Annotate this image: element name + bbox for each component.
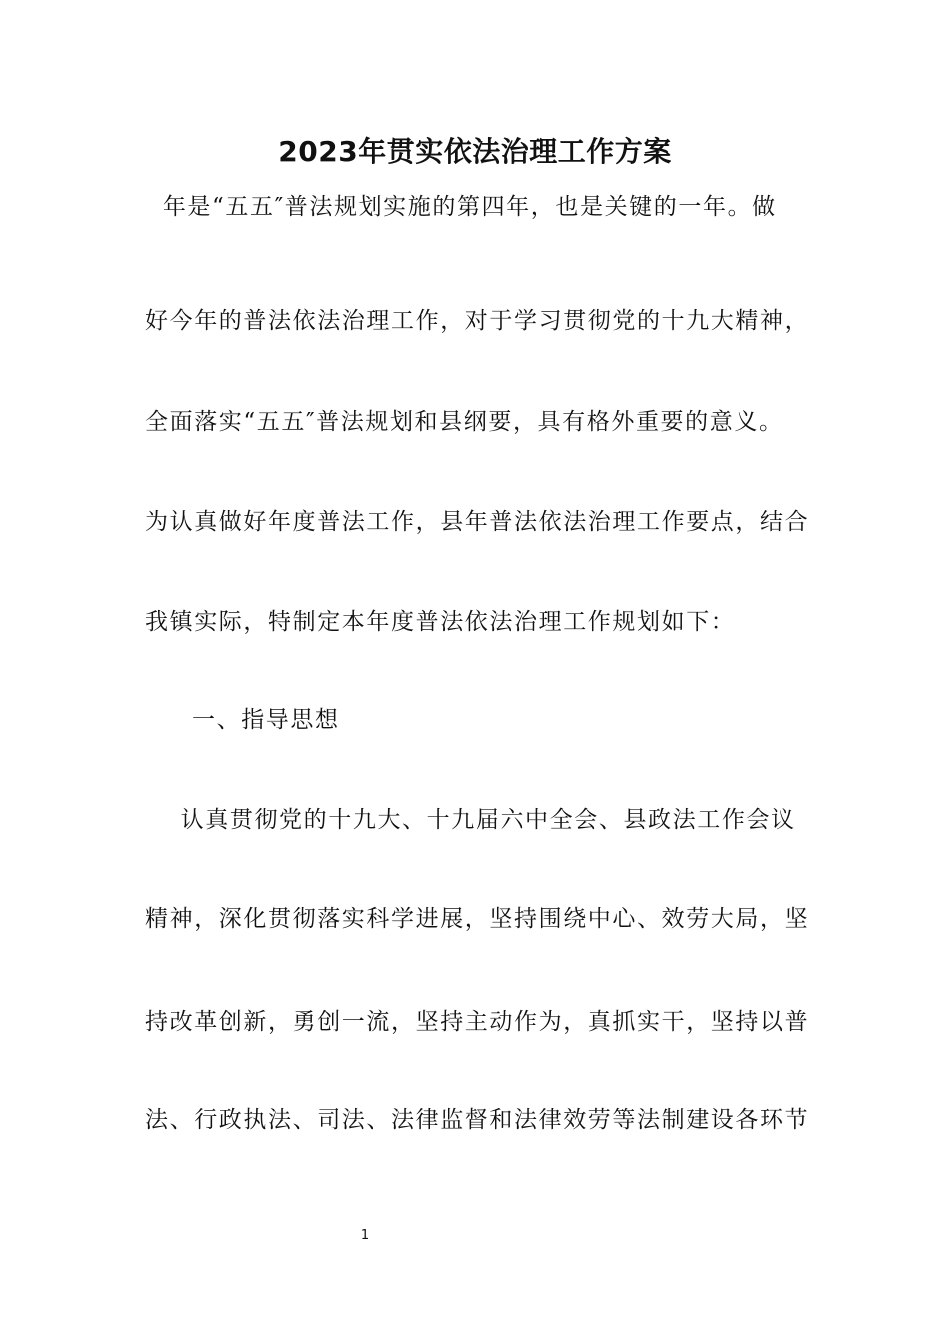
page-number: 1: [360, 1228, 370, 1243]
paragraph-line: 年是“五五″普法规划实施的第四年，也是关键的一年。做: [145, 194, 777, 220]
section-heading: 一、指导思想: [192, 707, 340, 733]
paragraph-line: 为认真做好年度普法工作，县年普法依法治理工作要点，结合: [145, 509, 810, 535]
document-title: 2023年贯实依法治理工作方案: [278, 135, 672, 168]
paragraph-line: 法、行政执法、司法、法律监督和法律效劳等法制建设各环节: [145, 1107, 810, 1133]
paragraph-line: 好今年的普法依法治理工作，对于学习贯彻党的十九大精神，: [145, 308, 810, 334]
paragraph-line: 持改革创新，勇创一流，坚持主动作为，真抓实干，坚持以普: [145, 1009, 810, 1035]
paragraph-line: 我镇实际，特制定本年度普法依法治理工作规划如下：: [145, 609, 736, 635]
paragraph-line: 认真贯彻党的十九大、十九届六中全会、县政法工作会议: [145, 807, 796, 833]
paragraph-line: 全面落实“五五″普法规划和县纲要，具有格外重要的意义。: [145, 409, 784, 435]
paragraph-line: 精神，深化贯彻落实科学进展，坚持围绕中心、效劳大局，坚: [145, 906, 810, 932]
